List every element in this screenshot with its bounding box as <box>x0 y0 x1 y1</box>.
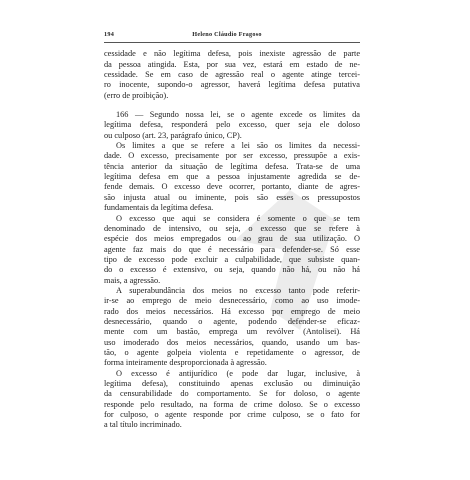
paragraph <box>104 214 360 286</box>
running-header <box>104 30 360 43</box>
text-line: O excesso é antijurídico (e pode dar lugar, inclusive, à <box>116 368 360 378</box>
paragraph <box>104 49 360 101</box>
text-line: espécie dos meios empregados ou ao grau de sua utilização. O <box>104 234 360 244</box>
text-line: cessidade. Se em caso de agressão real o agente atinge tercei- <box>104 70 360 80</box>
text-line: for culposo, o agente responde por crime culposo, se o fato for <box>104 410 360 420</box>
text-line: dade. O excesso, precisamente por ser excesso, pressupõe a exis- <box>104 151 360 161</box>
text-line: legítima defesa, responderá pelo excesso, quer seja ele doloso <box>104 120 360 130</box>
text-line: ir-se ao emprego de meio desnecessário, como ao uso imode- <box>104 296 360 306</box>
text-line: tão, o agente golpeia violenta e repetidamente o agressor, de <box>104 347 360 357</box>
text-line: legítima defesa), constituindo apenas exclusão ou diminuição <box>104 379 360 388</box>
text-line: da pessoa atingida. Esta, por sua vez, estará em estado de ne- <box>104 59 360 69</box>
text-line: a tal título incriminado. <box>104 420 182 430</box>
text-line: da censurabilidade do comportamento. Se for doloso, o agente <box>104 389 360 399</box>
text-line: rado dos meios necessários. Há excesso por emprego de meio <box>104 306 360 316</box>
paragraph <box>104 110 360 141</box>
text-line: fende demais. O excesso deve ocorrer, portanto, diante de agres- <box>104 182 360 192</box>
text-line: O excesso que aqui se considera é somente o que se tem <box>116 213 360 223</box>
page-number: 194 <box>104 31 115 38</box>
text-line: Os limites a que se refere a lei são os limites da necessi- <box>116 141 360 151</box>
paragraph <box>104 286 360 369</box>
text-line: denominado de intensivo, ou seja, o excesso que se refere à <box>104 223 360 233</box>
text-line: A superabundância dos meios no excesso tanto pode referir- <box>116 285 360 295</box>
text-line: responde pelo resultado, na forma de crime doloso. Se o excesso <box>104 399 360 409</box>
text-line: fundamentais da legítima defesa. <box>104 203 214 213</box>
text-line: desnecessário, quando o agente, podendo defender-se eficaz- <box>104 316 360 326</box>
text-line: mente com um bastão, emprega um revólver (Antolisei). Há <box>104 327 360 337</box>
text-line: cessidade e não legítima defesa, pois inexiste agressão de parte <box>104 49 360 59</box>
text-line: uso imoderado dos meios necessários, quando, usando um bas- <box>104 337 360 347</box>
paragraph <box>104 141 360 213</box>
text-line: (erro de proibição). <box>104 90 169 100</box>
text-line: são injusta atual ou iminente, pois são esses os pressupostos <box>104 192 360 202</box>
text-line: 166 — Segundo nossa lei, se o agente excede os limites da <box>116 110 360 120</box>
text-line: tência anterior da situação de legítima defesa. Trata-se de uma <box>104 161 360 171</box>
book-page <box>104 30 360 431</box>
text-line: ou culposo (art. 23, parágrafo único, CP). <box>104 130 242 140</box>
running-head-author: Heleno Cláudio Fragoso <box>192 31 262 38</box>
text-line: do o excesso é extensivo, ou seja, quando não há, ou não há <box>104 265 360 275</box>
paragraph <box>104 369 360 431</box>
text-line: legítima defesa em que a pessoa injustamente agredida se de- <box>104 172 360 182</box>
text-line: ro inocente, supondo-o agressor, haverá legítima defesa putativa <box>104 80 360 90</box>
text-line: forma inteiramente desproporcionada à agressão. <box>104 358 267 368</box>
text-line: agente faz mais do que é necessário para defender-se. Só esse <box>104 244 360 254</box>
text-line: tipo de excesso pode excluir a culpabilidade, que subsiste quan- <box>104 254 360 264</box>
text-line: mais, a agressão. <box>104 275 161 285</box>
